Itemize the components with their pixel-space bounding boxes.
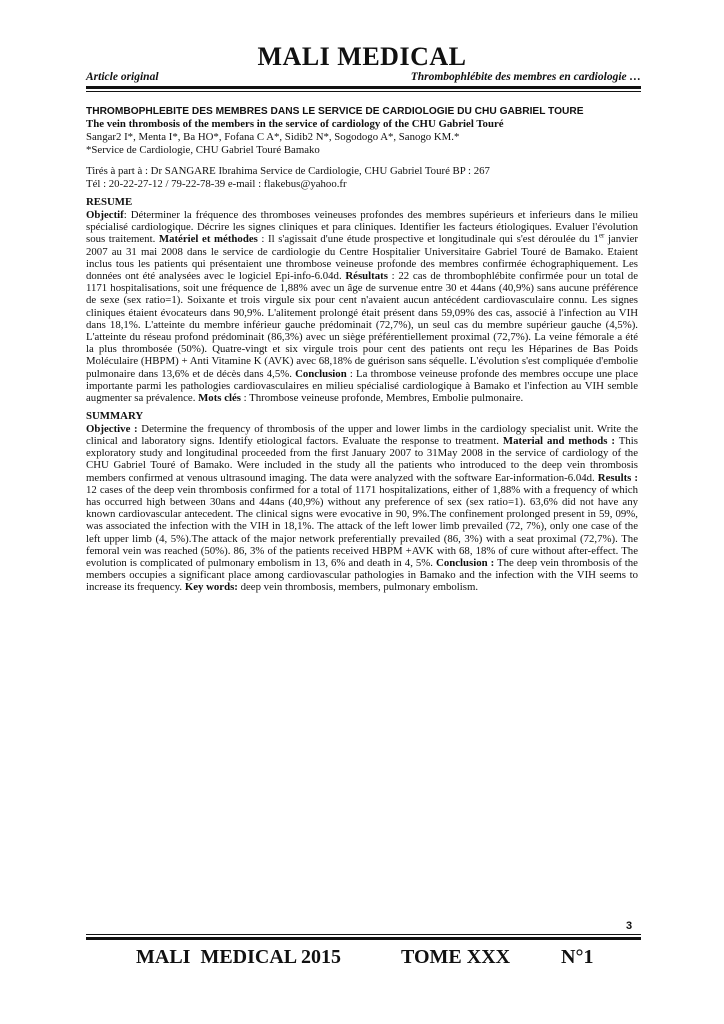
summary-heading: SUMMARY	[86, 410, 144, 423]
methodes-label: Matériel et méthodes	[158, 233, 258, 246]
article-title-fr: THROMBOPHLEBITE DES MEMBRES DANS LE SERVICE DE CARDIOLOGIE DU CHU GABRIEL TOURE	[86, 106, 584, 117]
article-body	[86, 106, 638, 594]
conclusion-text-en: The deep vein thrombosis of the members occupies a significant place among cardiovascular pathologies in Bamako and the infection with the VIH seems to increase its frequency.	[86, 557, 638, 594]
conclusion-text-fr: : La thrombose veineuse profonde des membres occupe une place importante parmi les pathologies cardiovasculaires en milieu spécialisé cardiologique à Bamako et l'infection au VIH semble augmenter sa prévalence.	[86, 367, 638, 405]
footer-rule-thin	[86, 934, 641, 935]
methodes-text-b: janvier 2007 au 31 mai 2008 dans le service de cardiologie du Centre Hospitalier Universitaire Gabriel Touré de Bamako. Etaient inclus tous les patients qui présentaient une thrombose veineuse profonde des membres confirmée échographiquement. Les données ont été analysées avec le logiciel Epi-info-6.04d.	[86, 233, 638, 282]
footer-line	[136, 946, 593, 969]
keywords-text: deep vein thrombosis, members, pulmonary embolism.	[237, 581, 479, 594]
resume-paragraph	[86, 209, 638, 404]
footer-tome: TOME XXX	[401, 946, 511, 968]
footer-journal-year: MALI MEDICAL 2015	[136, 946, 342, 968]
methodes-text-a: : Il s'agissait d'une étude prospective et longitudinale qui s'est déroulée du 1	[257, 233, 599, 246]
methods-label: Material and methods :	[502, 435, 616, 448]
objectif-label: Objectif	[86, 208, 124, 221]
footer-issue-number: N°1	[561, 946, 594, 968]
objective-label: Objective :	[86, 422, 138, 435]
mots-cles-label: Mots clés	[198, 392, 241, 405]
results-label: Results :	[597, 471, 638, 484]
resultats-label: Résultats	[345, 269, 388, 282]
objectif-text: : Déterminer la fréquence des thromboses veineuses profondes des membres supérieurs et inferieurs dans le milieu spécialisé cardiologique. Décrire les signes cliniques et para cliniques. Identifier les facteurs étiologiques. Evaluer l'évolution sous traitement.	[86, 208, 638, 246]
author-list: Sangar2 I*, Menta I*, Ba HO*, Fofana C A*, Sidib2 N*, Sogodogo A*, Sanogo KM.*	[86, 131, 460, 143]
article-type: Article original	[86, 71, 159, 83]
conclusion-label-fr: Conclusion	[295, 367, 347, 380]
article-title-en: The vein thrombosis of the members in the service of cardiology of the CHU Gabriel Touré	[86, 118, 504, 131]
header-rule-thin	[86, 91, 641, 92]
mots-cles-text: : Thrombose veineuse profonde, Membres, Embolie pulmonaire.	[240, 392, 524, 405]
footer-rule-thick	[86, 937, 641, 940]
correspondence-contact: Tél : 20-22-27-12 / 79-22-78-39 e-mail : flakebus@yahoo.fr	[86, 177, 347, 190]
conclusion-label-en: Conclusion :	[436, 557, 495, 570]
resume-heading: RESUME	[86, 196, 133, 209]
results-text: 12 cases of the deep vein thrombosis confirmed for a total of 1171 hospitalizations, either of 1,88% with a frequency of which has occurred high between 30ans and 44ans (40,9%) without any preference of sex (sex ratio=1). 63,6% did not have any known cardiovascular antecedent. The clinical signs were evocative in 90, 9%.The confinement prolonged present in 59, 09%, was associated the infection with the VIH in 18,1%. The attack of the left lower limb prevailed (72, 7%), only one case of the left upper limb (4, 5%).The attack of the major network preferentially prevailed (86, 3%) with a seat proximal (72,7%). The femoral vein was reached (50%). 86, 3% of the patients received HBPM +AVK with 68, 18% of cure without after-effect. The evolution is complicated of pulmonary embolism in 13, 6% and death in 4, 5%.	[86, 483, 638, 570]
header-rule-thick	[86, 86, 641, 89]
correspondence-address: Tirés à part à : Dr SANGARE Ibrahima Service de Cardiologie, CHU Gabriel Touré BP : 267	[86, 165, 490, 178]
keywords-label: Key words:	[184, 581, 238, 594]
methods-text: This exploratory study and longitudinal proceeded from the first January 2007 to 31May 2008 in the service of cardiology of the CHU Gabriel Touré of Bamako. Were included in the study all the patients who introduced to the deep vein thrombosis members confirmed at venous ultrasound imaging. The data were analyzed with the software Ear-information-6.04d.	[86, 435, 639, 484]
affiliation: *Service de Cardiologie, CHU Gabriel Touré Bamako	[86, 143, 320, 156]
journal-title: MALI MEDICAL	[257, 42, 467, 71]
resultats-text: : 22 cas de thrombophlébite confirmée pour un total de 1171 hospitalisations, soit une fréquence de 1,88% avec un âge de survenue entre 30 et 44ans (40,9%) sans aucune préférence de sexe (sex ratio=1). Soixante et trois virgule six pour cent n'avaient aucun antécédent cardiovasculaire connu. Les signes cliniques étaient évocateurs dans 90,9%. L'alitement prolongé était présent dans 59,09% des cas, associé à l'infection au VIH dans 18,1%. L'atteinte du membre inférieur gauche prédominait (72,7%), un seul cas du membre supérieur gauche (4,5%). L'atteinte du réseau profond prédominait (86,3%) avec un siège préférentiellement proximal (72,7%). La veine fémorale a été la plus thrombosée (50%). Quatre-vingt et six virgule trois pour cent des patients ont reçu les Héparines de Bas Poids Moléculaire (HBPM) + Anti Vitamine K (AVK) avec 68,18% de guérison sans séquelle. L'évolution s'est compliquée d'embolie pulmonaire dans 13,6% et de décès dans 4,5%.	[86, 269, 638, 380]
running-title: Thrombophlébite des membres en cardiologie …	[410, 71, 641, 83]
summary-paragraph	[86, 423, 638, 594]
running-header	[86, 71, 641, 83]
methodes-superscript: er	[598, 231, 605, 240]
objective-text: Determine the frequency of thrombosis of the upper and lower limbs in the cardiology specialist unit. Write the clinical and laboratory signs. Identify etiological factors. Evaluate the response to treatment.	[86, 422, 639, 448]
page-number: 3	[626, 920, 633, 932]
